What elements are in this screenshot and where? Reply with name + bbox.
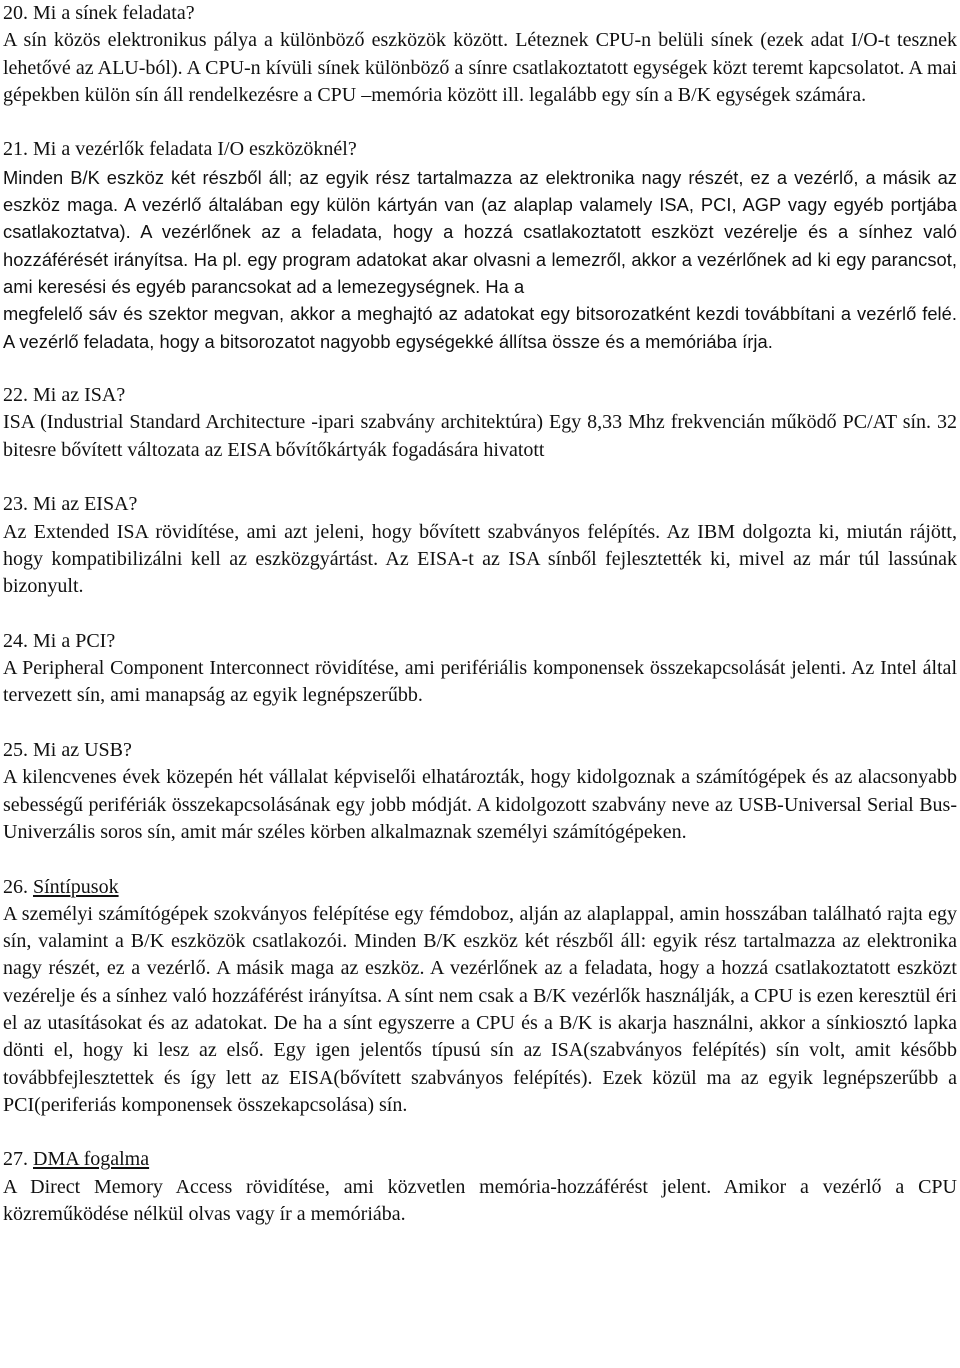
section-title: Mi az USB? — [33, 739, 132, 762]
section-heading — [3, 737, 957, 764]
section-paragraph: Minden B/K eszköz két részből áll; az egyik rész tartalmazza az elektronika nagy részét, ez a vezérlő, a másik az eszköz maga. A vezérlő általában egy külön kártyán van (az alaplap valamely ISA, PCI, AGP vagy egyéb portjába csatlakoztatva). A vezérlőnek az a feladata, hogy a hozzá csatlakoztatott eszközt vezérelje és a sínhez való hozzáférését irányítsa. Ha pl. egy program adatokat akar olvasni a lemezről, akkor a vezérlőnek ad ki egy parancsot, ami keresési és egyéb parancsokat ad a lemezegységnek. Ha a — [3, 166, 957, 297]
section-number: 20. — [3, 2, 28, 24]
section-paragraph: A Peripheral Component Interconnect rövidítése, ami perifériális komponensek összekapcsolását jelenti. Az Intel által tervezett sín, ami manapság az egyik legnépszerűbb. — [3, 657, 957, 707]
section-23 — [3, 491, 957, 600]
section-heading — [3, 491, 957, 518]
section-paragraph-continued: megfelelő sáv és szektor megvan, akkor a meghajtó az adatokat egy bitsorozatként kezdi továbbítani a vezérlő felé. A vezérlő feladata, hogy a bitsorozatot nagyobb egységekké állítsa össze és a memóriába írja. — [3, 303, 957, 352]
section-heading — [3, 874, 957, 901]
section-title: Mi a vezérlők feladata I/O eszközöknél? — [33, 138, 357, 161]
section-heading — [3, 628, 957, 655]
section-number: 22. — [3, 384, 28, 407]
section-title: Mi a PCI? — [33, 629, 116, 652]
section-20 — [3, 0, 957, 109]
section-title: Síntípusok — [33, 875, 119, 898]
section-paragraph: A Direct Memory Access rövidítése, ami közvetlen memória-hozzáférést jelent. Amikor a vezérlő a CPU közreműködése nélkül olvas vagy ír a memóriába. — [3, 1175, 957, 1226]
section-title: Mi az ISA? — [33, 384, 126, 407]
section-heading — [3, 0, 957, 27]
section-paragraph: A személyi számítógépek szokványos felépítése egy fémdoboz, alján az alaplappal, amin hosszában található rajta egy sín, valamint a B/K eszközök csatlakozói. Minden B/K eszköz két részből áll: egyik rész tartalmazza az elektronika nagy részét, ez a vezérlő. A másik maga az eszköz. A vezérlőnek az a feladata, hogy a hozzá csatlakoztatott eszközt vezérelje és a sínhez való hozzáférést irányítsa. A sínt nem csak a B/K vezérlők használják, a CPU is ezen keresztül éri el az utasításokat és az adatokat. De ha a sínt egyszerre a CPU és a B/K is akarja használni, akkor a sínkiosztó lapka dönti el, hogy ki lesz az első. Egy igen jelentős típusú sín az ISA(szabványos felépítés) sín volt, amit később továbbfejlesztettek és így lett az EISA(bővített szabványos felépítés). Ezek közül ma az egyik legnépszerűbb a PCI(periferiás komponensek összekapcsolása) sín. — [3, 902, 957, 1116]
section-24 — [3, 628, 957, 710]
section-number: 23. — [3, 493, 28, 516]
section-number: 27. — [3, 1148, 28, 1171]
section-27 — [3, 1146, 957, 1228]
section-paragraph: ISA (Industrial Standard Architecture -ipari szabvány architektúra) Egy 8,33 Mhz frekvencián működő PC/AT sín. 32 bitesre bővített változata az EISA bővítőkártyák fogadására hivatott — [3, 411, 957, 461]
section-heading — [3, 382, 957, 409]
section-number: 25. — [3, 739, 28, 762]
document-page — [3, 0, 957, 1368]
section-heading — [3, 1146, 957, 1173]
section-heading — [3, 136, 957, 163]
section-number: 21. — [3, 138, 28, 161]
section-22 — [3, 382, 957, 464]
section-paragraph: Az Extended ISA rövidítése, ami azt jeleni, hogy bővített szabványos felépítés. Az IBM dolgozta ki, miután rájött, hogy kompatibilizálni kell az eszközgyártást. Az EISA-t az ISA sínből fejlesztették ki, mivel az már túl lassúnak bizonyult. — [3, 520, 957, 598]
section-25 — [3, 737, 957, 846]
section-title: Mi a sínek feladata? — [33, 2, 195, 24]
section-number: 24. — [3, 629, 28, 652]
section-title: DMA fogalma — [33, 1148, 150, 1171]
section-21 — [3, 136, 957, 354]
section-paragraph: A sín közös elektronikus pálya a különböző eszközök között. Léteznek CPU-n belüli sínek (ezek adat I/O-t tesznek lehetővé az ALU-ból). A CPU-n kívüli sínek különböző a sínre csatlakoztatott egységek közt teremt kapcsolatot. A mai gépekben külön sín áll rendelkezésre a CPU –memória között ill. legalább egy sín a B/K egységek számára. — [3, 29, 957, 106]
section-title: Mi az EISA? — [33, 493, 138, 516]
section-26 — [3, 874, 957, 1120]
section-number: 26. — [3, 875, 28, 898]
section-paragraph: A kilencvenes évek közepén hét vállalat képviselői elhatározták, hogy kidolgoznak a számítógépek és az alacsonyabb sebességű perifériák összekapcsolásának egy jobb módját. A kidolgozott szabvány neve az USB-Universal Serial Bus-Univerzális soros sín, amit már széles körben alkalmaznak személyi számítógépeken. — [3, 766, 957, 843]
